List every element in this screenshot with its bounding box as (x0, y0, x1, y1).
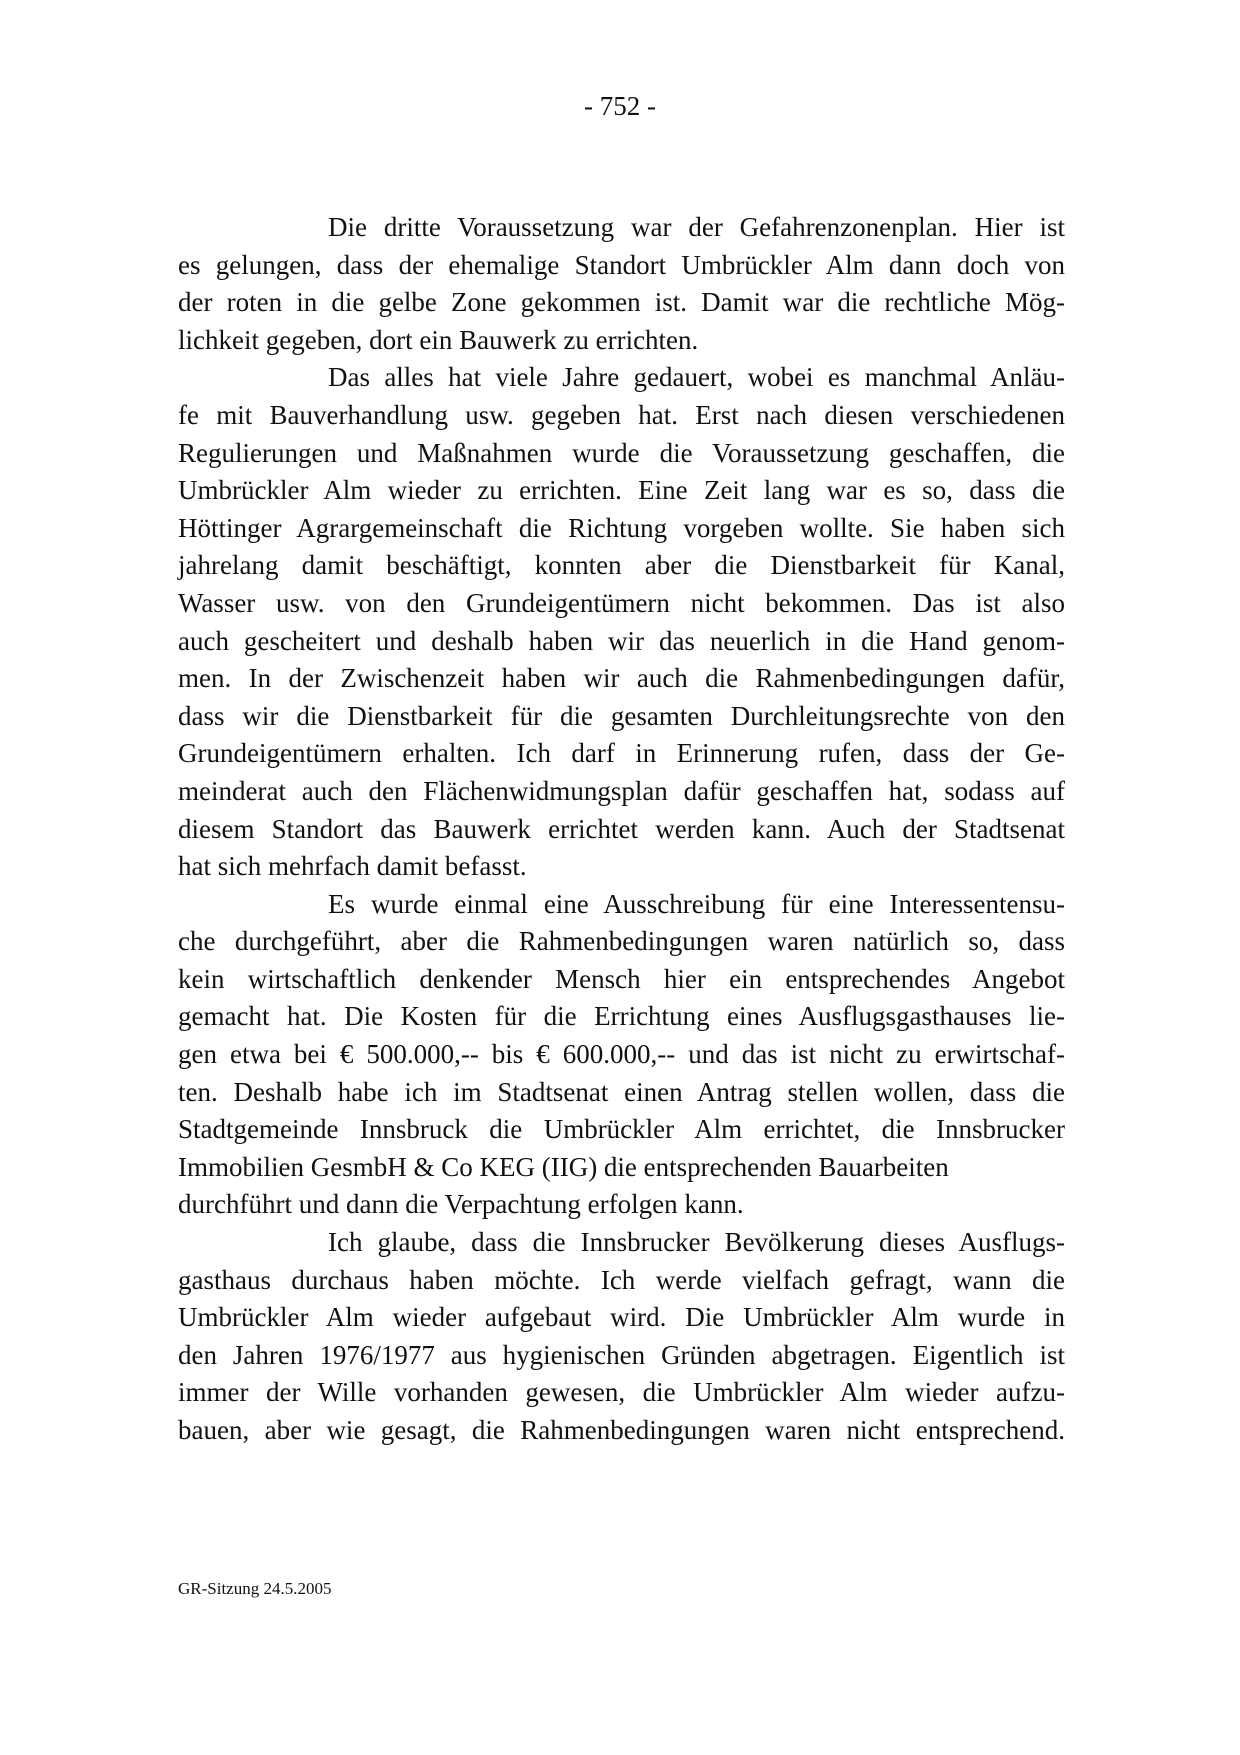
footer-session-date: GR-Sitzung 24.5.2005 (178, 1579, 332, 1598)
text-line: der roten in die gelbe Zone gekommen ist. Damit war die rechtliche Mög- (178, 287, 1065, 318)
text-line: che durchgeführt, aber die Rahmenbedingungen waren natürlich so, dass (178, 926, 1065, 957)
paragraph-gefahrenzonenplan (178, 209, 1065, 359)
paragraph-ausschreibung (178, 886, 1065, 1224)
text-line: durchführt und dann die Verpachtung erfolgen kann. (178, 1189, 744, 1220)
text-line: Höttinger Agrargemeinschaft die Richtung vorgeben wollte. Sie haben sich (178, 512, 1065, 543)
text-line: Das alles hat viele Jahre gedauert, wobei es manchmal Anläu- (328, 362, 1065, 393)
text-line: lichkeit gegeben, dort ein Bauwerk zu errichten. (178, 324, 699, 355)
text-line: ten. Deshalb habe ich im Stadtsenat einen Antrag stellen wollen, dass die (178, 1076, 1065, 1107)
text-line: Immobilien GesmbH & Co KEG (IIG) die entsprechenden Bauarbeiten (178, 1151, 949, 1182)
text-line: gasthaus durchaus haben möchte. Ich werde vielfach gefragt, wann die (178, 1264, 1065, 1295)
paragraph-bevoelkerung (178, 1224, 1065, 1450)
text-line: den Jahren 1976/1977 aus hygienischen Gründen abgetragen. Eigentlich ist (178, 1339, 1065, 1370)
text-line: es gelungen, dass der ehemalige Standort Umbrückler Alm dann doch von (178, 249, 1065, 280)
text-line: Die dritte Voraussetzung war der Gefahrenzonenplan. Hier ist (328, 212, 1065, 242)
text-line: Ich glaube, dass die Innsbrucker Bevölkerung dieses Ausflugs- (328, 1227, 1065, 1258)
text-line: Grundeigentümern erhalten. Ich darf in Erinnerung rufen, dass der Ge- (178, 738, 1065, 769)
text-line: Umbrückler Alm wieder zu errichten. Eine Zeit lang war es so, dass die (178, 475, 1065, 506)
text-line: immer der Wille vorhanden gewesen, die Umbrückler Alm wieder aufzu- (178, 1377, 1065, 1408)
text-line: jahrelang damit beschäftigt, konnten aber die Dienstbarkeit für Kanal, (178, 550, 1065, 581)
paragraph-regulierungen (178, 359, 1065, 885)
text-line: diesem Standort das Bauwerk errichtet werden kann. Auch der Stadtsenat (178, 813, 1065, 844)
text-line: gen etwa bei € 500.000,-- bis € 600.000,-- und das ist nicht zu erwirtschaf- (178, 1039, 1065, 1070)
text-line: bauen, aber wie gesagt, die Rahmenbedingungen waren nicht entsprechend. (178, 1415, 1065, 1445)
text-line: auch gescheitert und deshalb haben wir das neuerlich in die Hand genom- (178, 625, 1065, 656)
text-line: Stadtgemeinde Innsbruck die Umbrückler Alm errichtet, die Innsbrucker (178, 1114, 1065, 1145)
text-line: kein wirtschaftlich denkender Mensch hier ein entsprechendes Angebot (178, 963, 1065, 994)
text-line: men. In der Zwischenzeit haben wir auch die Rahmenbedingungen dafür, (178, 663, 1065, 694)
page-number: - 752 - (584, 91, 656, 121)
text-line: Umbrückler Alm wieder aufgebaut wird. Die Umbrückler Alm wurde in (178, 1302, 1065, 1333)
text-line: fe mit Bauverhandlung usw. gegeben hat. Erst nach diesen verschiedenen (178, 399, 1065, 430)
text-line: meinderat auch den Flächenwidmungsplan dafür geschaffen hat, sodass auf (178, 775, 1065, 806)
text-line: Wasser usw. von den Grundeigentümern nicht bekommen. Das ist also (178, 587, 1065, 618)
text-line: hat sich mehrfach damit befasst. (178, 851, 527, 882)
text-line: dass wir die Dienstbarkeit für die gesamten Durchleitungsrechte von den (178, 700, 1065, 731)
text-line: Es wurde einmal eine Ausschreibung für eine Interessentensu- (328, 888, 1065, 919)
text-line: Regulierungen und Maßnahmen wurde die Voraussetzung geschaffen, die (178, 437, 1065, 468)
text-line: gemacht hat. Die Kosten für die Errichtung eines Ausflugsgasthauses lie- (178, 1001, 1065, 1032)
body-text (178, 209, 1065, 1450)
